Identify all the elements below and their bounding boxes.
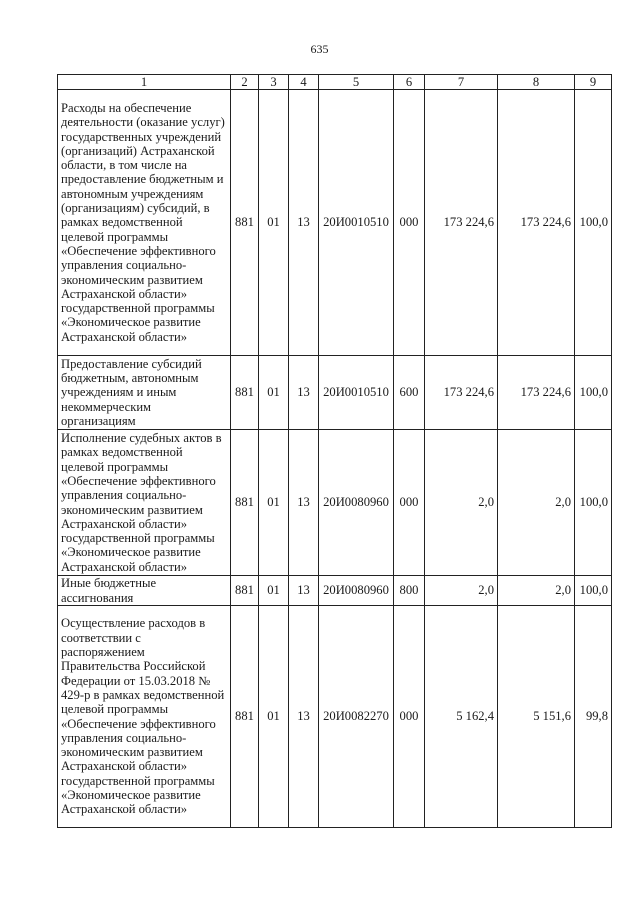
cell-target-article: 20И0010510 xyxy=(319,90,394,356)
cell-section: 01 xyxy=(259,356,289,430)
cell-section: 01 xyxy=(259,90,289,356)
cell-percent: 100,0 xyxy=(575,90,612,356)
table-row xyxy=(58,356,612,430)
cell-admin-code: 881 xyxy=(231,90,259,356)
table-row xyxy=(58,430,612,576)
cell-planned: 2,0 xyxy=(425,430,498,576)
cell-section: 01 xyxy=(259,576,289,606)
cell-percent: 99,8 xyxy=(575,606,612,828)
cell-percent: 100,0 xyxy=(575,576,612,606)
header-cell: 3 xyxy=(259,75,289,90)
header-cell: 1 xyxy=(58,75,231,90)
table-row xyxy=(58,606,612,828)
cell-expense-type: 000 xyxy=(394,90,425,356)
cell-subsection: 13 xyxy=(289,356,319,430)
cell-executed: 2,0 xyxy=(498,430,575,576)
cell-section: 01 xyxy=(259,606,289,828)
cell-expense-type: 000 xyxy=(394,606,425,828)
cell-planned: 5 162,4 xyxy=(425,606,498,828)
header-cell: 8 xyxy=(498,75,575,90)
cell-admin-code: 881 xyxy=(231,430,259,576)
header-cell: 9 xyxy=(575,75,612,90)
row-description: Предоставление субсидий бюджетным, автономным учреждениям и иным некоммерческим организациям xyxy=(58,356,231,430)
cell-target-article: 20И0080960 xyxy=(319,576,394,606)
cell-expense-type: 600 xyxy=(394,356,425,430)
cell-subsection: 13 xyxy=(289,606,319,828)
cell-expense-type: 800 xyxy=(394,576,425,606)
cell-admin-code: 881 xyxy=(231,576,259,606)
cell-planned: 2,0 xyxy=(425,576,498,606)
cell-admin-code: 881 xyxy=(231,606,259,828)
cell-subsection: 13 xyxy=(289,90,319,356)
cell-target-article: 20И0082270 xyxy=(319,606,394,828)
cell-executed: 173 224,6 xyxy=(498,90,575,356)
cell-planned: 173 224,6 xyxy=(425,356,498,430)
cell-executed: 5 151,6 xyxy=(498,606,575,828)
header-cell: 5 xyxy=(319,75,394,90)
cell-target-article: 20И0010510 xyxy=(319,356,394,430)
cell-executed: 2,0 xyxy=(498,576,575,606)
cell-subsection: 13 xyxy=(289,430,319,576)
row-description: Осуществление расходов в соответствии с распоряжением Правительства Российской Федерации от 15.03.2018 № 429-р в рамках ведомственной целевой программы «Обеспечение эффективного управления социально-экономическим развитием Астраханской области» государственной программы «Экономическое развитие Астраханской области» xyxy=(58,606,231,828)
cell-subsection: 13 xyxy=(289,576,319,606)
cell-target-article: 20И0080960 xyxy=(319,430,394,576)
cell-admin-code: 881 xyxy=(231,356,259,430)
table-row xyxy=(58,576,612,606)
cell-percent: 100,0 xyxy=(575,356,612,430)
cell-expense-type: 000 xyxy=(394,430,425,576)
table-row xyxy=(58,90,612,356)
page-number: 635 xyxy=(310,42,329,56)
cell-executed: 173 224,6 xyxy=(498,356,575,430)
header-cell: 7 xyxy=(425,75,498,90)
row-description: Иные бюджетные ассигнования xyxy=(58,576,231,606)
header-cell: 6 xyxy=(394,75,425,90)
budget-table xyxy=(57,74,612,828)
cell-planned: 173 224,6 xyxy=(425,90,498,356)
cell-percent: 100,0 xyxy=(575,430,612,576)
header-cell: 4 xyxy=(289,75,319,90)
row-description: Расходы на обеспечение деятельности (оказание услуг) государственных учреждений (организаций) Астраханской области, в том числе на предоставление бюджетным и автономным учреждениям (организациям) субсидий, в рамках ведомственной целевой программы «Обеспечение эффективного управления социально-экономическим развитием Астраханской области» государственной программы «Экономическое развитие Астраханской области» xyxy=(58,90,231,356)
header-row xyxy=(58,75,612,90)
header-cell: 2 xyxy=(231,75,259,90)
cell-section: 01 xyxy=(259,430,289,576)
row-description: Исполнение судебных актов в рамках ведомственной целевой программы «Обеспечение эффективного управления социально-экономическим развитием Астраханской области» государственной программы «Экономическое развитие Астраханской области» xyxy=(58,430,231,576)
